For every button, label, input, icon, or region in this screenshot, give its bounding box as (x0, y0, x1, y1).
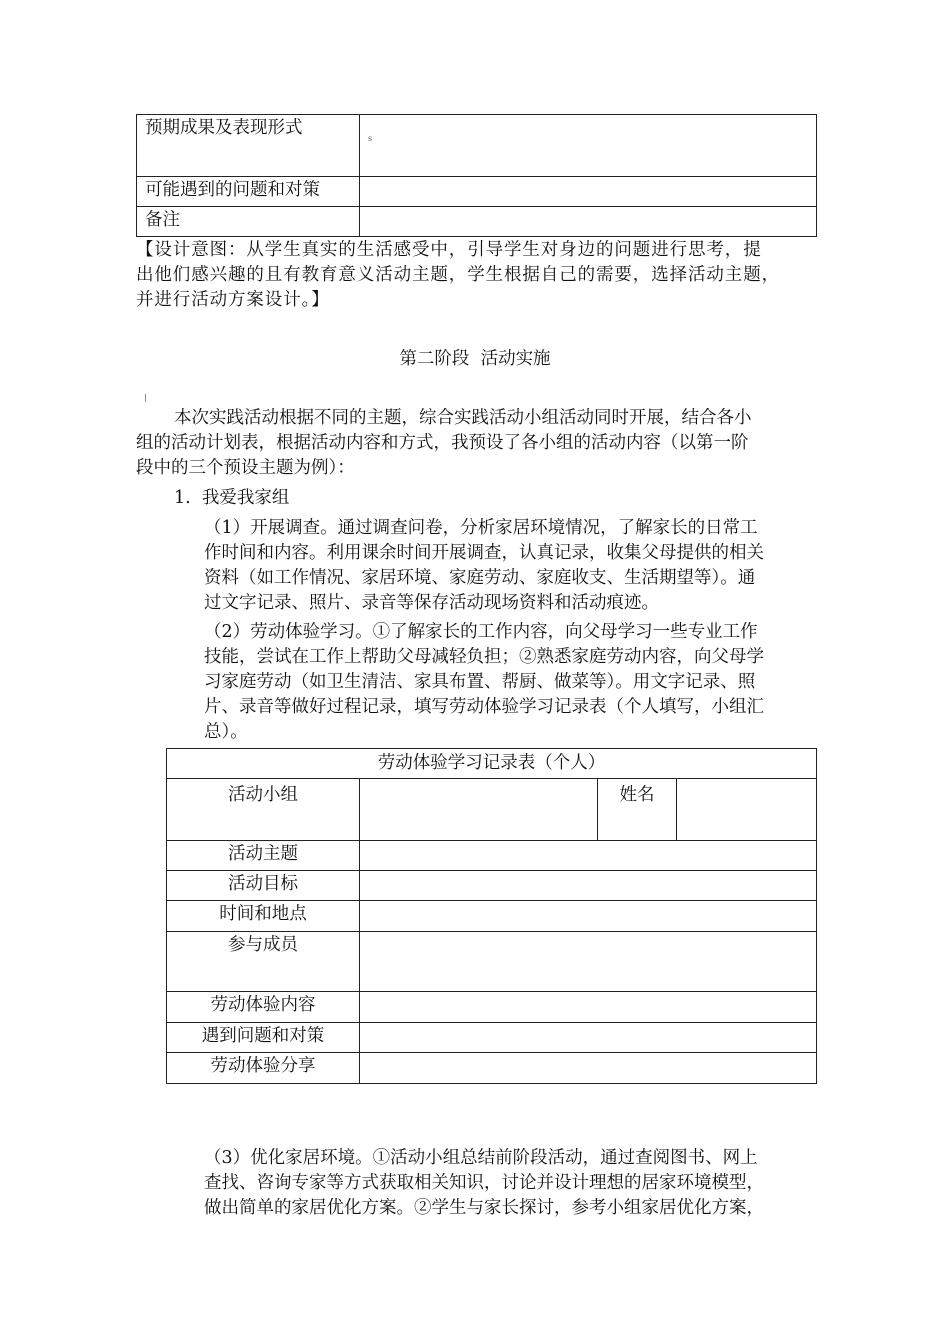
name-value (677, 779, 817, 841)
labor-record-table (166, 748, 817, 1084)
text-line: 片、录音等做好过程记录，填写劳动体验学习记录表（个人填写，小组汇 (204, 697, 764, 717)
step-3-paragraph (204, 1146, 824, 1221)
group-label: 活动小组 (167, 779, 360, 841)
text-line: 习家庭劳动（如卫生清洁、家具布置、帮厨、做菜等）。用文字记录、照 (204, 672, 756, 692)
text-line: 总）。 (204, 722, 248, 742)
row-value (360, 841, 817, 871)
row-value (360, 901, 817, 932)
row-label: 劳动体验内容 (167, 992, 360, 1023)
table-row (137, 177, 817, 207)
row-value (360, 1053, 817, 1084)
row-label: 活动目标 (167, 871, 360, 901)
text-line: 并进行活动方案设计。】 (136, 290, 330, 310)
table-row (137, 207, 817, 237)
row-label: 遇到问题和对策 (167, 1023, 360, 1053)
text-line: 查找、咨询专家等方式获取相关知识，讨论并设计理想的居家环境模型， (204, 1173, 764, 1193)
row-value (360, 207, 817, 237)
step-1-paragraph (204, 516, 824, 616)
design-intent (136, 238, 826, 313)
row-value (360, 1023, 817, 1053)
table-row (167, 779, 817, 841)
text-line: 资料（如工作情况、家居环境、家庭劳动、家庭收支、生活期望等）。通 (204, 568, 756, 588)
text-line: 技能，尝试在工作上帮助父母减轻负担；②熟悉家庭劳动内容，向父母学 (204, 647, 764, 667)
row-value (360, 932, 817, 992)
text-line: 【设计意图：从学生真实的生活感受中，引导学生对身边的问题进行思考，提 (136, 240, 762, 260)
table-row (167, 932, 817, 992)
row-label: 劳动体验分享 (167, 1053, 360, 1084)
table-row (167, 841, 817, 871)
row-value (360, 115, 817, 177)
text-line: 本次实践活动根据不同的主题，综合实践活动小组活动同时开展，结合各小 (174, 408, 752, 428)
row-label: 时间和地点 (167, 901, 360, 932)
row-value (360, 992, 817, 1023)
plan-table (136, 114, 817, 237)
table-title-row (167, 749, 817, 779)
stray-tick (145, 394, 146, 402)
step-2-paragraph (204, 620, 824, 745)
row-label: 预期成果及表现形式 (137, 115, 360, 177)
text-line: 出他们感兴趣的且有教育意义活动主题，学生根据自己的需要，选择活动主题， (136, 265, 780, 285)
row-label: 活动主题 (167, 841, 360, 871)
text-line: （1）开展调查。通过调查问卷，分析家居环境情况，了解家长的日常工 (204, 518, 758, 538)
row-value (360, 177, 817, 207)
row-label: 参与成员 (167, 932, 360, 992)
text-line: 做出简单的家居优化方案。②学生与家长探讨，参考小组家居优化方案， (204, 1198, 764, 1218)
stray-mark: s (368, 134, 373, 143)
table-title: 劳动体验学习记录表（个人） (167, 749, 817, 779)
table-row (137, 115, 817, 177)
text-line: 作时间和内容。利用课余时间开展调查，认真记录，收集父母提供的相关 (204, 543, 764, 563)
intro-paragraph (136, 406, 826, 481)
text-line: （3）优化家居环境。①活动小组总结前阶段活动，通过查阅图书、网上 (204, 1148, 758, 1168)
text-line: （2）劳动体验学习。①了解家长的工作内容，向父母学习一些专业工作 (204, 622, 758, 642)
section-heading: 第二阶段 活动实施 (399, 349, 551, 369)
row-label: 备注 (137, 207, 360, 237)
table-row (167, 871, 817, 901)
table-row (167, 1023, 817, 1053)
row-value (360, 871, 817, 901)
row-label: 可能遇到的问题和对策 (137, 177, 360, 207)
table-row (167, 1053, 817, 1084)
name-label: 姓名 (598, 779, 677, 841)
text-line: 段中的三个预设主题为例）： (136, 458, 355, 478)
group-value (360, 779, 598, 841)
text-line: 过文字记录、照片、录音等保存活动现场资料和活动痕迹。 (204, 593, 659, 613)
group-title: 1. 我爱我家组 (174, 488, 290, 508)
table-row (167, 901, 817, 932)
table-row (167, 992, 817, 1023)
text-line: 组的活动计划表，根据活动内容和方式，我预设了各小组的活动内容（以第一阶 (136, 433, 749, 453)
